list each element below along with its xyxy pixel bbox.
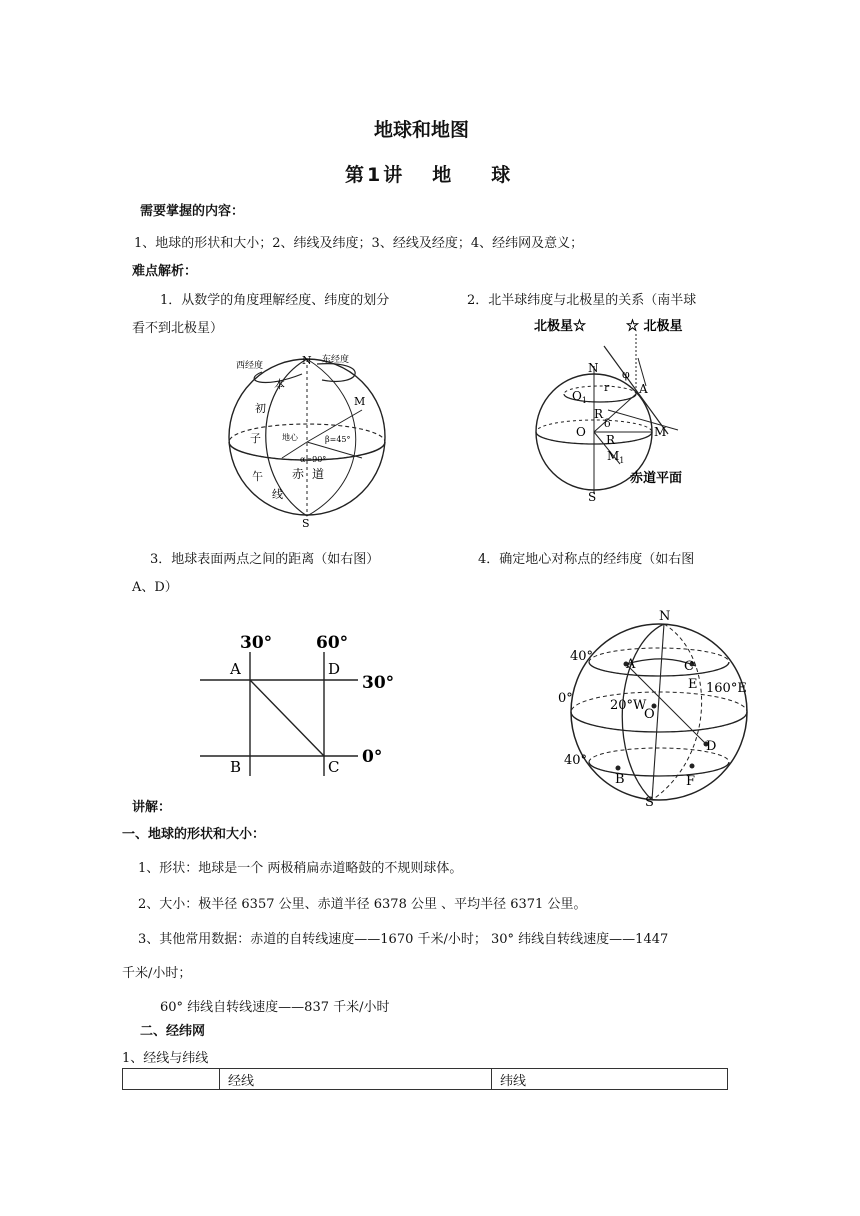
fig3-label-lat-0: 0° [362,747,383,767]
section-2-heading: 二、经纬网 [140,1024,206,1039]
subsection-1-heading: 1、经线与纬线 [122,1051,209,1066]
fig2-label-polaris-right: ☆ 北极星 [626,319,683,334]
fig2-label-R1: R [594,407,604,421]
lecture-char-1: 地 [432,164,452,186]
fig2-label-N: N [588,361,599,375]
fig4-label-C: C [684,659,694,674]
fig4-label-lat-40n: 40° [570,649,594,664]
fig1-label-alpha: α=90° [300,455,327,464]
fig1-label-earth-center: 地心 [282,433,298,442]
fig2-label-S: S [588,490,597,504]
fig1-label-equator-1: 赤 [292,467,305,481]
fig2-label-phi: φ [622,368,630,381]
fig1-label-west-longitude: 西经度 [236,361,264,371]
fig4-label-20w: 20°W [610,698,647,713]
lecture-prefix: 第 [345,164,365,186]
fig3-label-D: D [328,660,341,678]
doc-title: 地球和地图 [374,119,470,141]
fig2-label-equatorial-plane: 赤道平面 [630,471,683,486]
fig4-label-N: N [659,609,671,624]
fig4-label-B: B [615,772,625,787]
explain-heading: 讲解： [132,800,172,815]
table-header-blank [123,1069,220,1090]
fig4-label-lat-40s: 40° [564,753,588,768]
fig1-pm-char-1: 本 [274,378,285,391]
point-2-line-2: 看不到北极星） [132,321,224,336]
fig2-label-M: M [654,425,667,439]
table-header-meridian: 经线 [220,1069,492,1090]
fig3-label-lon-30: 30° [240,633,273,653]
figure-grid-distance [192,628,402,778]
fig2-label-O1: $O_1$ [572,389,587,405]
fig3-label-lon-60: 60° [316,633,349,653]
fig2-label-M1: $M_1$ [607,449,625,465]
meridian-parallel-table [122,1068,728,1090]
fig3-label-lat-30: 30° [362,673,395,693]
fig1-label-equator-2: 道 [312,467,325,481]
fig3-label-B: B [230,758,242,776]
shape-line: 1、形状：地球是一个 两极稍扁赤道略鼓的不规则球体。 [138,861,463,876]
lecture-title [345,160,510,187]
fig4-label-O: O [644,707,655,722]
fig1-label-beta: β=45° [325,435,351,444]
fig4-label-A: A [626,657,636,672]
figure-polaris-latitude [528,314,718,504]
fig2-label-delta: δ [604,417,611,430]
fig2-label-A: A [639,382,648,396]
fig2-label-O: O [576,425,586,439]
fig2-label-r: r [604,381,610,394]
size-line: 2、大小：极半径 6357 公里、赤道半径 6378 公里 、平均半径 6371 公里。 [138,897,587,912]
figure-antipode-sphere [556,606,756,808]
table-header-parallel: 纬线 [492,1069,728,1090]
lecture-char-2: 球 [491,164,511,186]
point-4-line-2: A、D） [132,580,178,595]
fig2-label-R2: R [606,433,616,447]
fig1-label-S: S [302,517,310,530]
fig4-label-160e: 160°E [706,681,747,696]
fig4-label-D: D [706,739,717,754]
fig1-pm-char-5: 线 [272,488,283,501]
fig1-label-M: M [354,395,366,408]
required-items: 1、地球的形状和大小；2、纬线及纬度；3、经线及经度；4、经纬网及意义； [134,236,584,251]
fig3-label-C: C [328,758,340,776]
fig1-pm-char-2: 初 [255,402,266,415]
point-4-line-1: 4．确定地心对称点的经纬度（如右图 [478,552,695,567]
fig4-label-F: F [686,774,696,789]
fig4-label-S: S [645,795,654,808]
rotation-speed-line-3: 60° 纬线自转线速度——837 千米/小时 [160,1000,390,1015]
fig1-label-N: N [302,354,312,367]
difficult-heading: 难点解析： [132,264,198,279]
fig1-pm-char-3: 子 [250,432,261,445]
fig1-label-east-longitude: 东经度 [322,355,350,365]
fig2-label-polaris-left: 北极星☆ [534,319,587,334]
point-3: 3．地球表面两点之间的距离（如右图） [150,552,380,567]
lecture-suffix: 讲 [383,164,403,186]
table-header-row [123,1069,728,1090]
lecture-number: 1 [367,164,381,186]
fig4-label-lat-0: 0° [558,691,573,706]
rotation-speed-line-1: 3、其他常用数据：赤道的自转线速度——1670 千米/小时； 30° 纬线自转线速度——1447 [138,932,669,947]
point-2-line-1: 2．北半球纬度与北极星的关系（南半球 [467,293,697,308]
point-1: 1．从数学的角度理解经度、纬度的划分 [160,293,390,308]
fig1-pm-char-4: 午 [252,470,263,483]
fig3-label-A: A [230,660,241,678]
required-heading: 需要掌握的内容： [140,204,245,219]
fig4-label-E: E [688,677,698,692]
section-1-heading: 一、地球的形状和大小： [122,827,266,842]
figure-latitude-longitude-sphere [222,350,392,530]
rotation-speed-line-2: 千米/小时； [122,966,192,981]
